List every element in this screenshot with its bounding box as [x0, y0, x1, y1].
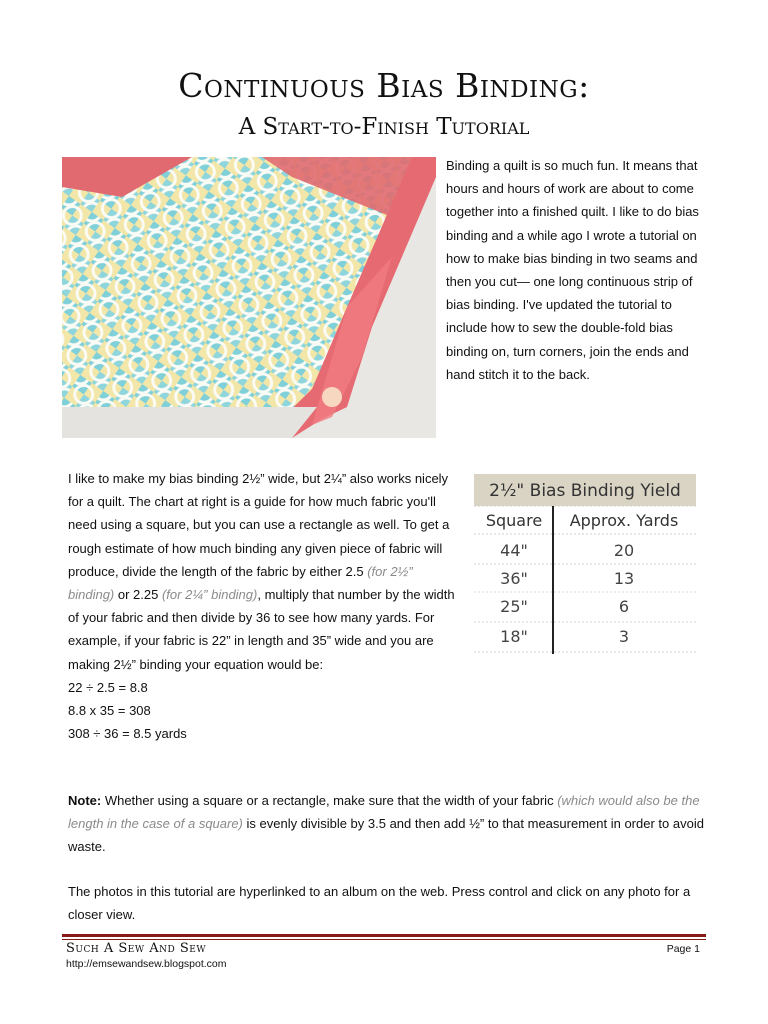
note-aside: (which would also be the length in the case of a square)	[68, 793, 700, 832]
svg-text:25": 25"	[500, 597, 528, 616]
col-header-yards: Approx. Yards	[569, 511, 679, 530]
table-row	[500, 541, 634, 560]
guide-aside: (for 2½” binding)	[68, 563, 413, 603]
table-title: 2½" Bias Binding Yield	[489, 481, 681, 501]
svg-text:6: 6	[618, 597, 630, 616]
guide-text: or 2.25	[114, 587, 162, 603]
binding-guide-paragraph	[68, 467, 460, 745]
intro-paragraph: Binding a quilt is so much fun. It means that hours and hours of work are about to come together into a finished quilt. I like to do bias binding and a while ago I wrote a tutorial on how to make bias binding in two seams and then you cut— one long continuous strip of bias binding. I've updated the tutorial to include how to sew the double-fold bias binding on, turn corners, join the ends and hand stitch it to the back.	[446, 158, 699, 382]
guide-text: , multiply that number by the width of your fabric and then divide by 36 to see how many yards. For example, if your fabric is 22” in length and 35” wide and you are making 2½” binding your equation would be:	[68, 587, 455, 672]
quilt-corner-photo[interactable]	[62, 157, 436, 438]
table-row	[500, 569, 634, 588]
document-title: Continuous Bias Binding:	[178, 66, 590, 105]
svg-text:3: 3	[618, 627, 630, 646]
svg-text:44": 44"	[500, 541, 528, 560]
note-text: Whether using a square or a rectangle, make sure that the width of your fabric	[101, 793, 558, 808]
guide-aside: (for 2¼” binding)	[161, 587, 258, 603]
photos-hyperlink-note: The photos in this tutorial are hyperlinked to an album on the web. Press control and click on any photo for a closer view.	[68, 884, 691, 923]
svg-text:20: 20	[613, 541, 635, 560]
svg-text:18": 18"	[500, 627, 528, 646]
svg-text:36": 36"	[500, 569, 528, 588]
svg-text:13: 13	[613, 569, 635, 588]
table-row	[500, 597, 629, 616]
note-text: is evenly divisible by 3.5 and then add ½” to that measurement in order to avoid waste.	[68, 816, 704, 855]
footer-url-link[interactable]: http://emsewandsew.blogspot.com	[66, 958, 227, 970]
page-number: Page 1	[666, 943, 700, 955]
footer-brand: Such A Sew And Sew	[66, 941, 207, 956]
equation-line: 22 ÷ 2.5 = 8.8	[68, 679, 148, 695]
footer-rule	[62, 934, 706, 937]
equation-line: 8.8 x 35 = 308	[68, 703, 151, 719]
table-row	[500, 627, 629, 646]
equation-line: 308 ÷ 36 = 8.5 yards	[68, 726, 187, 742]
note-label: Note:	[68, 793, 102, 808]
guide-text: I like to make my bias binding 2½” wide, but 2¼” also works nicely for a quilt. The chart at right is a guide for how much fabric you'll need using a square, but you can use a rectangle as well. To get a rough estimate of how much binding any given piece of fabric will produce, divide the length of the fabric by either 2.5	[68, 471, 450, 579]
note-paragraph	[68, 789, 708, 859]
footer-rule-thin	[62, 939, 706, 940]
col-header-square: Square	[485, 511, 543, 530]
bias-binding-yield-table	[474, 474, 696, 658]
document-subtitle: A Start-to-Finish Tutorial	[238, 114, 530, 140]
quilt-photo-illustration	[62, 157, 436, 438]
